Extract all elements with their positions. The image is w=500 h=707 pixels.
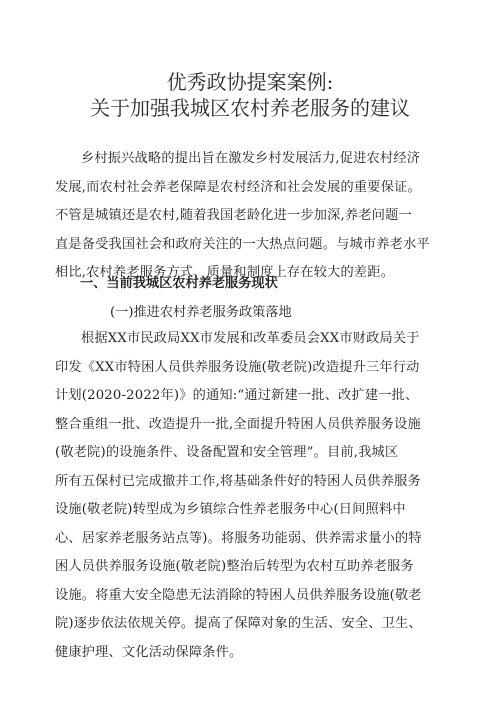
document-title-line-1: 优秀政协提案案例: bbox=[166, 70, 334, 94]
subsection-heading: (一)推进农村养老服务政策落地 bbox=[110, 305, 292, 320]
intro-line: 乡村振兴战略的提出旨在激发乡村发展活力,促进农村经济 bbox=[81, 151, 421, 166]
intro-line: 不管是城镇还是农村,随着我国老龄化进一步加深,养老问题一 bbox=[55, 208, 412, 223]
paragraph-line: 健康护理、文化活动保障条件。 bbox=[55, 644, 243, 660]
paragraph-line: 设施(敬老院)转型成为乡镇综合性养老服务中心(日间照料中 bbox=[55, 502, 406, 517]
intro-line: 相比,农村养老服务方式、质量和制度上存在较大的差距。 bbox=[55, 265, 395, 280]
paragraph-line: 心、居家养老服务站点等)。将服务功能弱、供养需求量小的特 bbox=[55, 530, 422, 546]
paragraph-line: 计划(2020-2022年)》的通知:“通过新建一批、改扩建一批、 bbox=[55, 388, 419, 403]
paragraph-line: 设施。将重大安全隐患无法消除的特困人员供养服务设施(敬老 bbox=[55, 587, 422, 603]
document-title-line-2: 关于加强我城区农村养老服务的建议 bbox=[90, 96, 410, 120]
paragraph-line: 院)逐步依法依规关停。提高了保障对象的生活、安全、卫生、 bbox=[55, 616, 422, 631]
intro-line: 直是备受我国社会和政府关注的一大热点问题。与城市养老水平 bbox=[55, 236, 430, 252]
paragraph-line: 所有五保村已完成撤并工作,将基础条件好的特困人员供养服务 bbox=[55, 473, 421, 489]
intro-line: 发展,而农村社会养老保障是农村经济和社会发展的重要保证。 bbox=[55, 179, 421, 195]
intro-paragraph bbox=[55, 145, 445, 288]
paragraph-line: (敬老院)的设施条件、设备配置和安全管理”。目前,我城区 bbox=[55, 445, 399, 460]
paragraph-line: 根据XX市民政局XX市发展和改革委员会XX市财政局关于 bbox=[81, 331, 420, 346]
subsection-paragraph bbox=[55, 325, 445, 667]
paragraph-line: 整合重组一批、改造提升一批,全面提升特困人员供养服务设施 bbox=[55, 416, 421, 432]
section-heading: 一、当前我城区农村养老服务现状 bbox=[80, 276, 278, 291]
paragraph-line: 印发《XX市特困人员供养服务设施(敬老院)改造提升三年行动 bbox=[55, 359, 420, 375]
paragraph-line: 困人员供养服务设施(敬老院)整治后转型为农村互助养老服务 bbox=[55, 559, 414, 574]
